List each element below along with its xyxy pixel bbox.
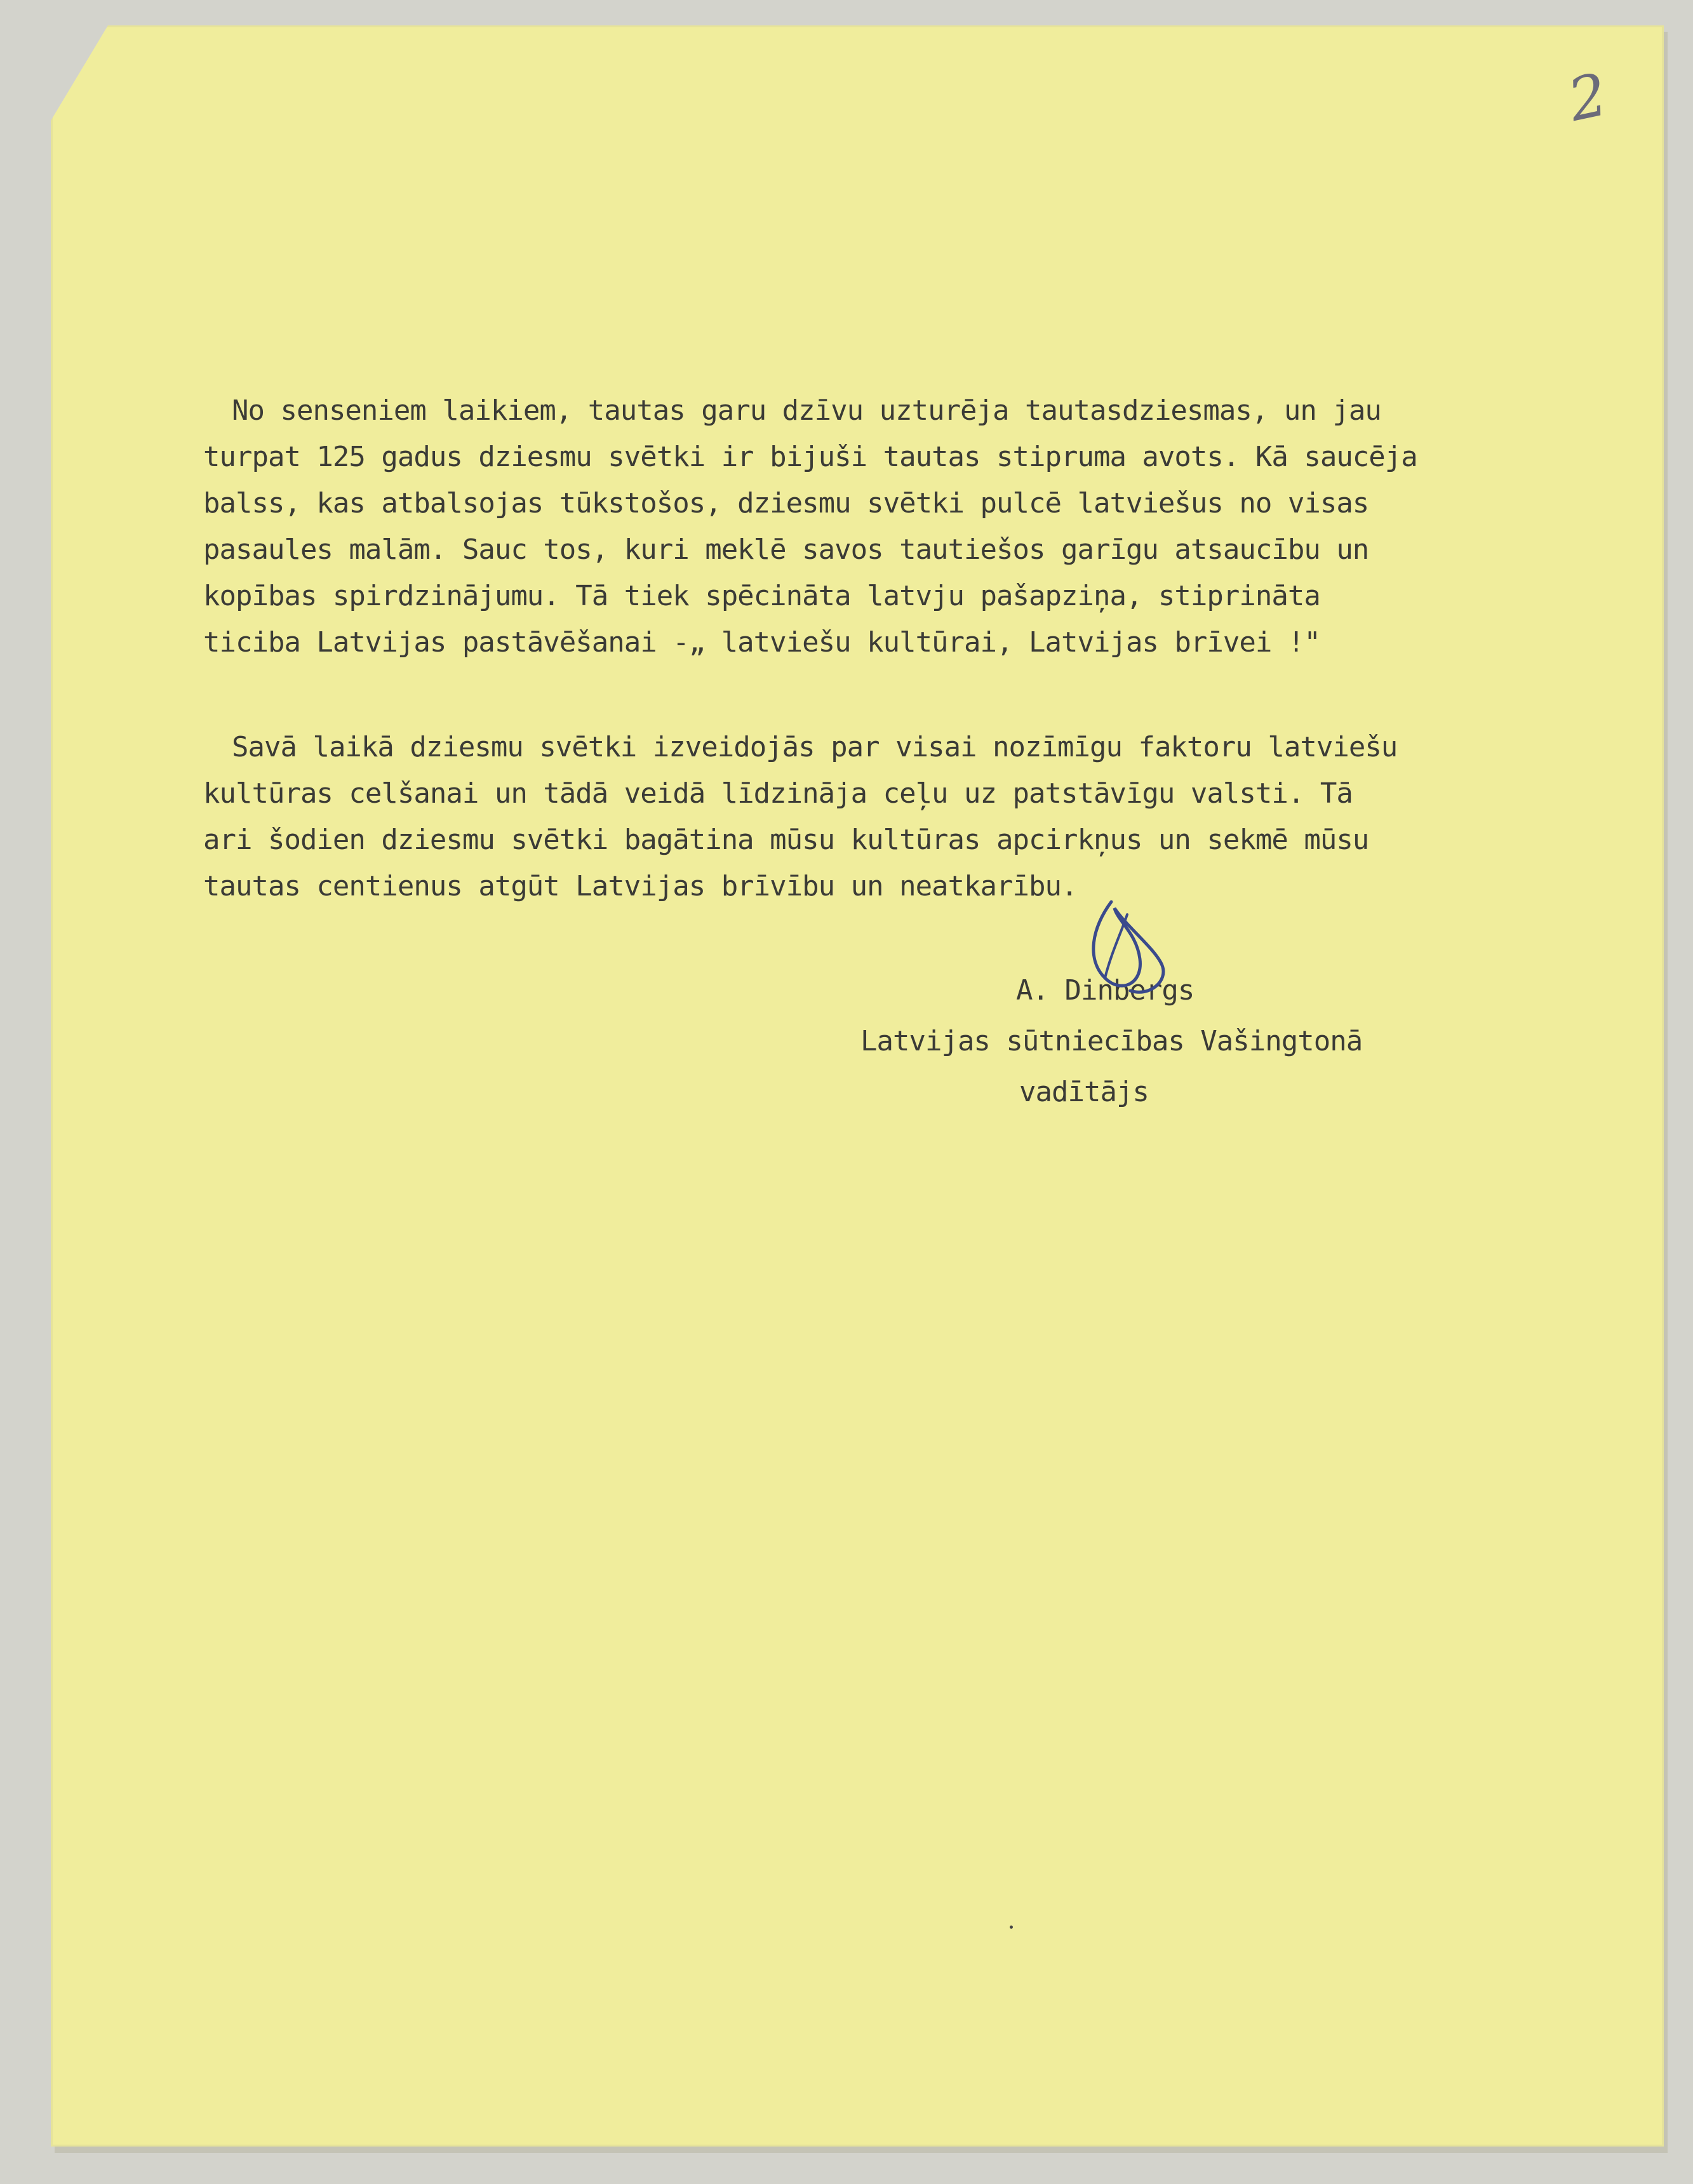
folded-corner — [51, 25, 108, 121]
text-line: Savā laikā dziesmu svētki izveidojās par visai nozīmīgu faktoru latviešu — [232, 731, 1398, 763]
text-line: balss, kas atbalsojas tūkstošos, dziesmu svētki pulcē latviešus no visas — [203, 487, 1369, 519]
signatory-name: A. Dinbergs — [1016, 974, 1194, 1007]
paragraph-2 — [203, 724, 1461, 909]
text-line: kopības spirdzinājumu. Tā tiek spēcināta latvju pašapziņa, stiprināta — [203, 580, 1320, 612]
signatory-role: vadītājs — [1019, 1076, 1149, 1108]
text-line: No senseniem laikiem, tautas garu dzīvu uzturēja tautasdziesmas, un jau — [232, 394, 1381, 427]
signatory-office: Latvijas sūtniecības Vašingtonā — [860, 1025, 1363, 1057]
paragraph-1 — [203, 387, 1461, 666]
text-line: ticiba Latvijas pastāvēšanai -„ latviešu kultūrai, Latvijas brīvei !" — [203, 626, 1320, 659]
text-line: pasaules malām. Sauc tos, kuri meklē savos tautiešos garīgu atsaucību un — [203, 533, 1369, 566]
paper-speck — [1010, 1926, 1013, 1929]
text-line: kultūras celšanai un tādā veidā līdzināja ceļu uz patstāvīgu valsti. Tā — [203, 777, 1353, 810]
page-number: 2 — [1562, 60, 1614, 135]
handwritten-signature — [1067, 889, 1188, 1003]
text-line: tautas centienus atgūt Latvijas brīvību un neatkarību. — [203, 870, 1078, 902]
text-line: ari šodien dziesmu svētki bagātina mūsu kultūras apcirkņus un sekmē mūsu — [203, 824, 1369, 856]
text-line: turpat 125 gadus dziesmu svētki ir bijuši tautas stipruma avots. Kā saucēja — [203, 441, 1417, 473]
